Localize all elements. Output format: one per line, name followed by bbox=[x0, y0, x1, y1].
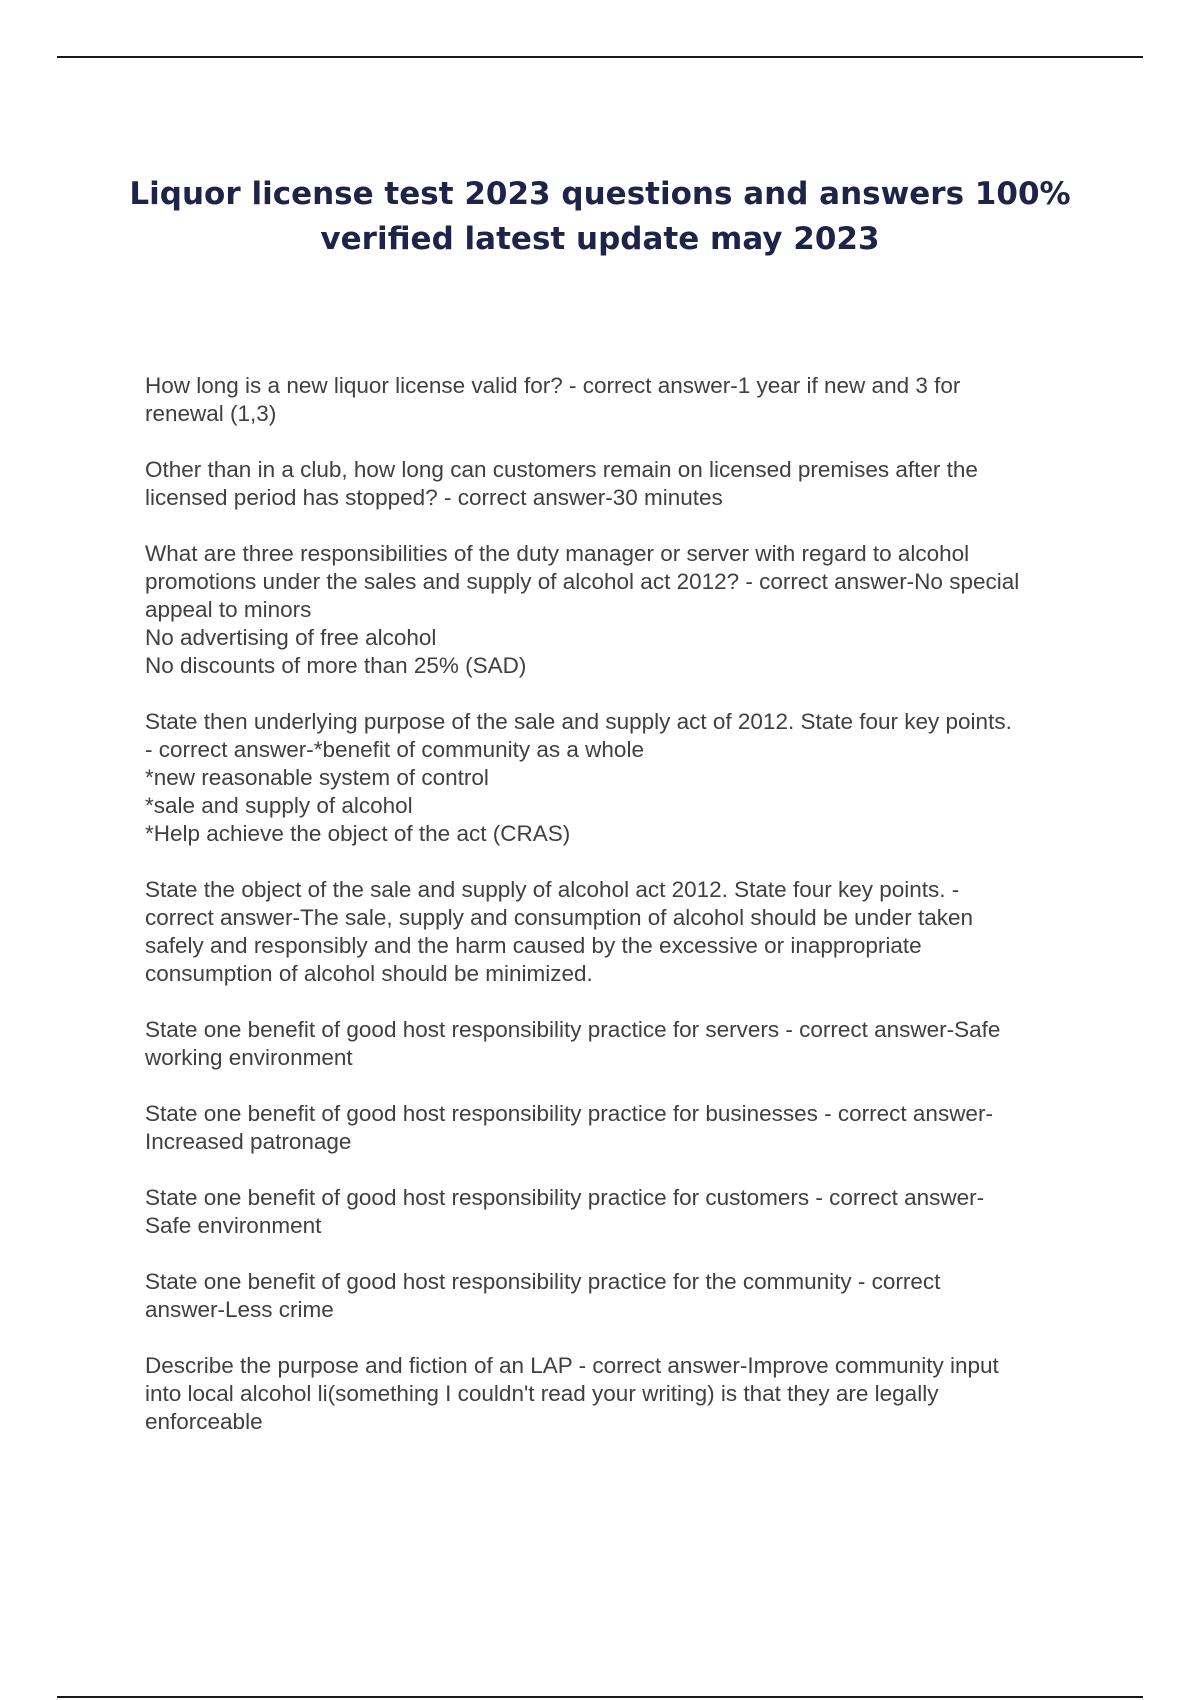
qa-line: enforceable bbox=[145, 1409, 263, 1434]
qa-line: Increased patronage bbox=[145, 1129, 352, 1154]
qa-list bbox=[145, 372, 1095, 1464]
qa-entry bbox=[145, 708, 1095, 848]
qa-entry bbox=[145, 1184, 1095, 1240]
qa-line: answer-Less crime bbox=[145, 1297, 334, 1322]
qa-line: Other than in a club, how long can customers remain on licensed premises after the bbox=[145, 457, 978, 482]
qa-entry bbox=[145, 876, 1095, 988]
qa-line: State one benefit of good host responsibility practice for customers - correct answer- bbox=[145, 1185, 985, 1210]
qa-line: Safe environment bbox=[145, 1213, 322, 1238]
qa-line: correct answer-The sale, supply and consumption of alcohol should be under taken bbox=[145, 905, 973, 930]
qa-line: State one benefit of good host responsibility practice for businesses - correct answer- bbox=[145, 1101, 993, 1126]
title-line: Liquor license test 2023 questions and answers 100% bbox=[129, 176, 1071, 212]
qa-entry bbox=[145, 1100, 1095, 1156]
top-rule bbox=[57, 56, 1143, 58]
qa-line: - correct answer-*benefit of community as a whole bbox=[145, 737, 644, 762]
qa-line: *sale and supply of alcohol bbox=[145, 793, 413, 818]
qa-line: *new reasonable system of control bbox=[145, 765, 489, 790]
qa-entry bbox=[145, 540, 1095, 680]
qa-line: licensed period has stopped? - correct answer-30 minutes bbox=[145, 485, 723, 510]
qa-entry bbox=[145, 1016, 1095, 1072]
title-line: verified latest update may 2023 bbox=[320, 221, 880, 257]
document-title bbox=[100, 172, 1100, 262]
bottom-rule bbox=[57, 1696, 1143, 1698]
qa-line: consumption of alcohol should be minimized. bbox=[145, 961, 593, 986]
qa-line: into local alcohol li(something I couldn't read your writing) is that they are legally bbox=[145, 1381, 939, 1406]
qa-line: No discounts of more than 25% (SAD) bbox=[145, 653, 527, 678]
qa-line: Describe the purpose and fiction of an LAP - correct answer-Improve community input bbox=[145, 1353, 999, 1378]
qa-line: working environment bbox=[145, 1045, 353, 1070]
qa-line: renewal (1,3) bbox=[145, 401, 277, 426]
qa-entry bbox=[145, 1268, 1095, 1324]
qa-line: appeal to minors bbox=[145, 597, 312, 622]
qa-line: promotions under the sales and supply of alcohol act 2012? - correct answer-No special bbox=[145, 569, 1020, 594]
qa-line: How long is a new liquor license valid for? - correct answer-1 year if new and 3 for bbox=[145, 373, 961, 398]
qa-line: State then underlying purpose of the sale and supply act of 2012. State four key points. bbox=[145, 709, 1012, 734]
qa-entry bbox=[145, 1352, 1095, 1436]
qa-line: safely and responsibly and the harm caused by the excessive or inappropriate bbox=[145, 933, 922, 958]
qa-entry bbox=[145, 372, 1095, 428]
qa-line: No advertising of free alcohol bbox=[145, 625, 437, 650]
qa-line: State one benefit of good host responsibility practice for servers - correct answer-Safe bbox=[145, 1017, 1001, 1042]
qa-line: State one benefit of good host responsibility practice for the community - correct bbox=[145, 1269, 941, 1294]
qa-line: State the object of the sale and supply of alcohol act 2012. State four key points. - bbox=[145, 877, 960, 902]
qa-line: *Help achieve the object of the act (CRAS) bbox=[145, 821, 571, 846]
qa-entry bbox=[145, 456, 1095, 512]
qa-line: What are three responsibilities of the duty manager or server with regard to alcohol bbox=[145, 541, 970, 566]
